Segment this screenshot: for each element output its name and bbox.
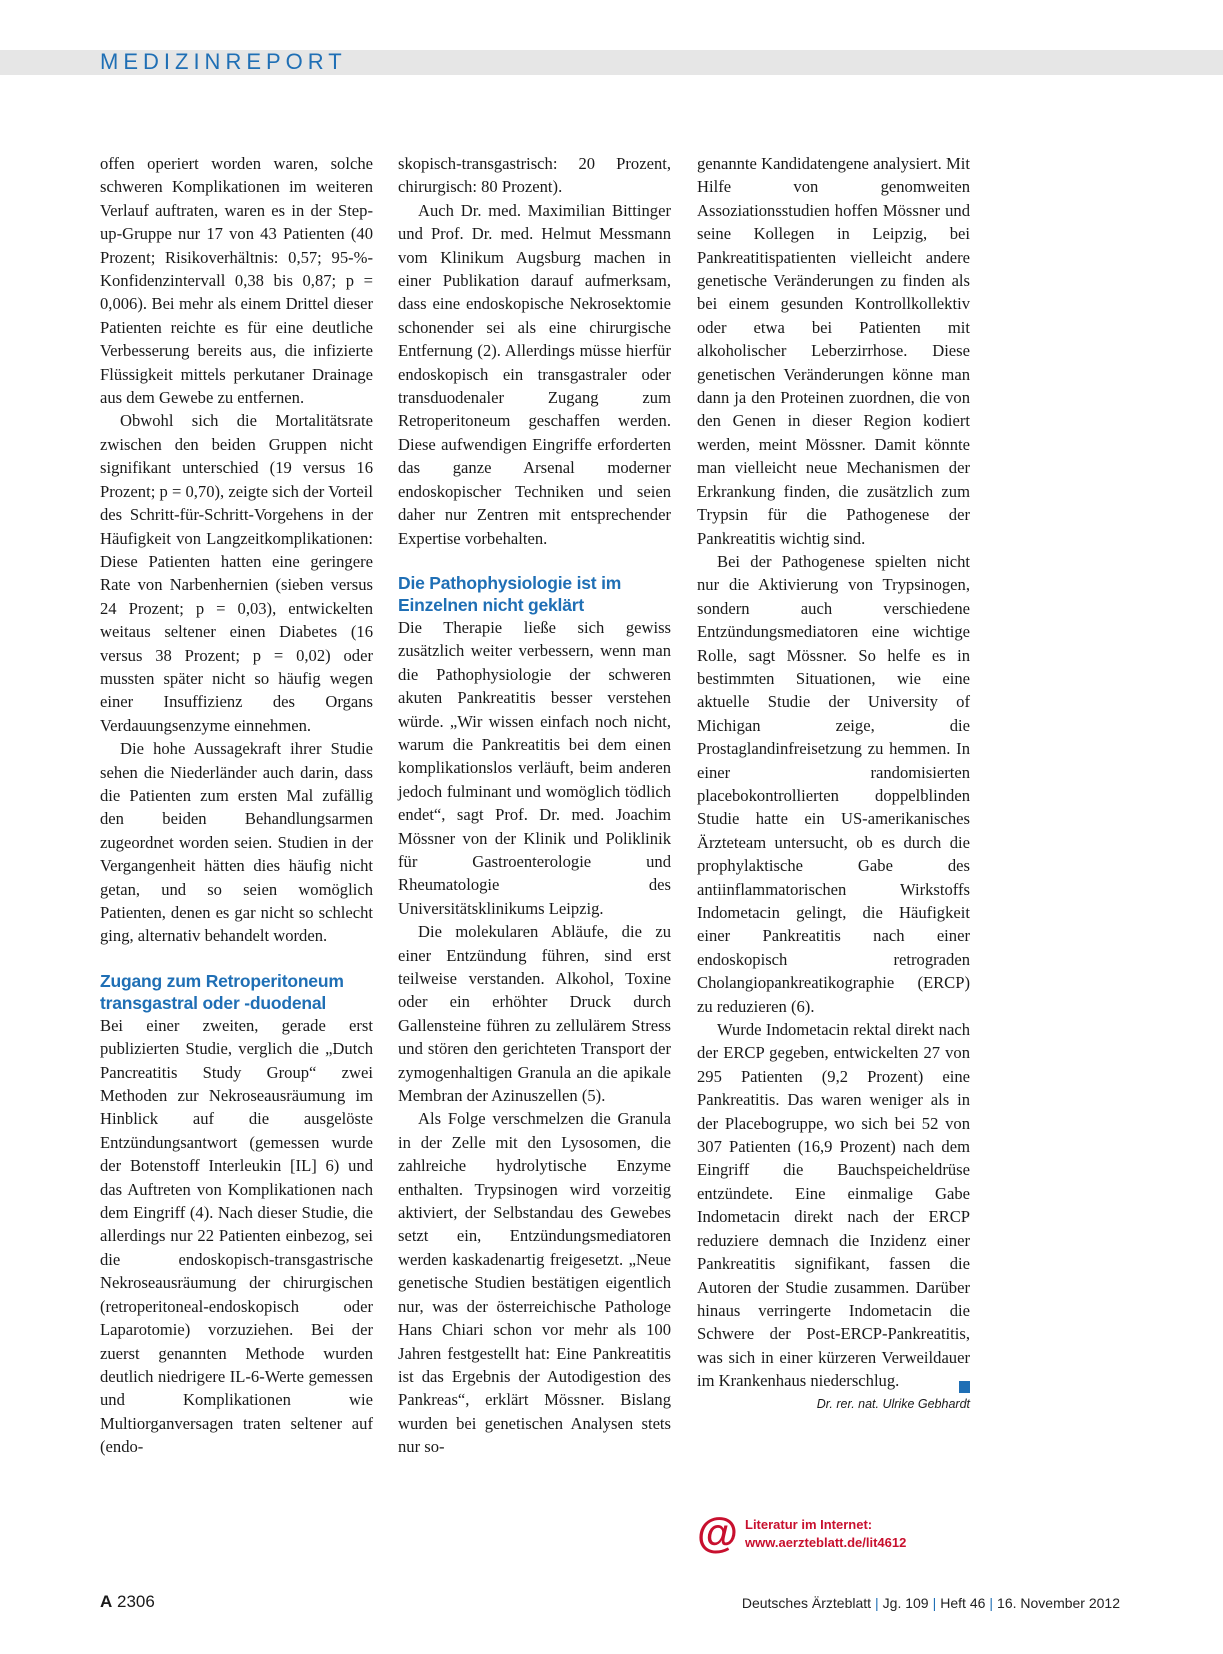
paragraph: Bei einer zweiten, gerade erst publizierten Studie, verglich die „Dutch Pancreatitis Study Group“ zwei Methoden zur Nekroseausräumung im Hinblick auf die ausgelöste Entzündungsantwort (gemessen wurde der Botenstoff Interleukin [IL] 6) und das Auftreten von Komplikationen nach dem Eingriff (4). Nach dieser Studie, die allerdings nur 22 Patienten einbezog, sei die endoskopisch-transgastrische Nekroseausräumung der chirurgischen (retroperitoneal-endoskopisch oder Laparotomie) vorzuziehen. Bei der zuerst genannten Methode wurden deutlich niedrigere IL-6-Werte gemessen und Komplikationen wie Multiorganversagen traten seltener auf (endo-: [100, 1015, 373, 1457]
paragraph: Als Folge verschmelzen die Granula in der Zelle mit den Lysosomen, die zahlreiche hydrolytische Enzyme enthalten. Trypsinogen wird vorzeitig aktiviert, der Selbstandau des Gewebes setzt ein, Entzündungsmediatoren werden kaskadenartig freigesetzt. „Neue genetische Studien bestätigen eigentlich nur, was der österreichische Pathologe Hans Chiari schon vor mehr als 100 Jahren festgestellt hat: Eine Pankreatitis ist das Ergebnis der Autodigestion des Pankreas“, erklärt Mössner. Bislang wurden bei genetischen Analysen stets nur so-: [398, 1109, 671, 1457]
author-byline: Dr. rer. nat. Ulrike Gebhardt: [816, 1396, 970, 1411]
separator: |: [875, 1595, 879, 1611]
paragraph: offen operiert worden waren, solche schweren Komplikationen im weiteren Verlauf auftraten, waren es in der Step-up-Gruppe nur 17 von 43 Patienten (40 Prozent; Risikoverhältnis: 0,57; 95-%-Konfidenzintervall 0,38 bis 0,87; p = 0,006). Bei mehr als einem Drittel dieser Patienten reichte es für eine deutliche Verbesserung bereits aus, die infizierte Flüssigkeit mittels perkutaner Drainage aus dem Gewebe zu entfernen.: [100, 154, 373, 408]
paragraph: Die Therapie ließe sich gewiss zusätzlich weiter verbessern, wenn man die Pathophysiologie der schweren akuten Pankreatitis besser verstehen würde. „Wir wissen einfach noch nicht, warum die Pankreatitis bei dem einen komplikationslos verläuft, beim anderen jedoch fulminant und womöglich tödlich endet“, sagt Prof. Dr. med. Joachim Mössner von der Klinik und Poliklinik für Gastroenterologie und Rheumatologie des Universitätsklinikums Leipzig.: [398, 617, 671, 918]
column-1: [100, 152, 373, 1459]
journal-info: [742, 1594, 1120, 1612]
end-of-article-square-icon: [959, 1381, 970, 1393]
page-number: [100, 1592, 155, 1612]
column-3: [697, 152, 970, 1413]
paragraph: Wurde Indometacin rektal direkt nach der ERCP gegeben, entwickelten 27 von 295 Patienten (9,2 Prozent) eine Pankreatitis. Das waren weniger als in der Placebogruppe, wo sich bei 52 von 307 Patienten (16,9 Prozent) nach dem Eingriff die Bauchspeicheldrüse entzündete. Eine einmalige Gabe Indometacin direkt nach der ERCP reduziere demnach die Inzidenz einer Pankreatitis signifikant, fassen die Autoren der Studie zusammen. Darüber hinaus verringerte Indometacin die Schwere der Post-ERCP-Pankreatitis, was sich in einer kürzeren Verweildauer im Krankenhaus niederschlug.: [697, 1020, 970, 1391]
page-number-value: 2306: [117, 1592, 155, 1611]
literature-text: [745, 1516, 906, 1552]
section-label: MEDIZINREPORT: [100, 49, 347, 74]
paragraph: Bei der Pathogenese spielten nicht nur die Aktivierung von Trypsinogen, sondern auch verschiedene Entzündungsmediatoren eine wichtige Rolle, sagt Mössner. So helfe es in bestimmten Situationen, wie eine aktuelle Studie der University of Michigan zeige, die Prostaglandinfreisetzung zu hemmen. In einer randomisierten placebokontrollierten doppelblinden Studie hatte ein US-amerikanisches Ärzteteam untersucht, ob es durch die prophylaktische Gabe des antiinflammatorischen Wirkstoffs Indometacin gelingt, die Häufigkeit einer Pankreatitis nach einer endoskopisch retrograden Cholangiopankreatikographie (ERCP) zu reduzieren (6).: [697, 551, 970, 1016]
paragraph: genannte Kandidatengene analysiert. Mit Hilfe von genomweiten Assoziationsstudien hoffen Mössner und seine Kollegen in Leipzig, bei Pankreatitispatienten vielleicht andere genetische Veränderungen zu finden als bei einem gesunden Kontrollkollektiv oder etwa bei Patienten mit alkoholischer Leberzirrhose. Diese genetischen Veränderungen könne man dann ja den Proteinen zuordnen, die von den Genen in dieser Region kodiert werden, meint Mössner. Damit könnte man vielleicht neue Mechanismen der Erkrankung finden, die zusätzlich zum Trypsin für die Pathogenese der Pankreatitis wichtig sind.: [697, 154, 970, 548]
separator: |: [932, 1595, 937, 1611]
subheading: Die Pathophysiologie ist im Einzelnen nicht geklärt: [398, 572, 622, 615]
page-prefix: A: [100, 1592, 113, 1611]
subheading: Zugang zum Retroperitoneum transgastral oder -duodenal: [100, 970, 344, 1013]
page-footer: [100, 1592, 1120, 1614]
paragraph: Auch Dr. med. Maximilian Bittinger und Prof. Dr. med. Helmut Messmann vom Klinikum Augsburg machen in einer Publikation darauf aufmerksam, dass eine endoskopische Nekrosektomie schonender sei als eine chirurgische Entfernung (2). Allerdings müsse hierfür endoskopisch ein transgastraler oder transduodenaler Zugang zum Retroperitoneum geschaffen werden. Diese aufwendigen Eingriffe erforderten das ganze Arsenal moderner endoskopischer Techniken und seien daher nur Zentren mit entsprechender Expertise vorbehalten.: [398, 200, 671, 548]
paragraph: Die hohe Aussagekraft ihrer Studie sehen die Niederländer auch darin, dass die Patienten zum ersten Mal zufällig den beiden Behandlungsarmen zugeordnet worden seien. Studien in der Vergangenheit hätten dies häufig nicht getan, und so seien womöglich Patienten, denen es gar nicht so schlecht ging, alternativ behandelt worden.: [100, 739, 373, 946]
at-sign-icon: @: [697, 1509, 738, 1556]
journal-volume: Jg. 109: [882, 1595, 929, 1611]
journal-name: Deutsches Ärzteblatt: [741, 1595, 872, 1611]
column-2: [398, 152, 671, 1459]
journal-issue: Heft 46: [940, 1595, 986, 1611]
literature-label: Literatur im Internet:: [745, 1517, 873, 1532]
journal-date: 16. November 2012: [997, 1595, 1120, 1611]
paragraph: Die molekularen Abläufe, die zu einer Entzündung führen, sind erst teilweise verstanden. Alkohol, Toxine oder ein erhöhter Druck durch Gallensteine führen zu zellulärem Stress und stören den gerichteten Transport der zymogenhaltigen Granula an die apikale Membran der Azinuszellen (5).: [398, 922, 671, 1106]
paragraph: skopisch-transgastrisch: 20 Prozent, chirurgisch: 80 Prozent).: [398, 154, 671, 197]
literature-box: [697, 1509, 997, 1556]
literature-link[interactable]: www.aerzteblatt.de/lit4612: [745, 1535, 907, 1550]
paragraph: Obwohl sich die Mortalitätsrate zwischen den beiden Gruppen nicht signifikant unterschied (19 versus 16 Prozent; p = 0,70), zeigte sich der Vorteil des Schritt-für-Schritt-Vorgehens in der Häufigkeit von Langzeitkomplikationen: Diese Patienten hatten eine geringere Rate von Narbenhernien (sieben versus 24 Prozent; p = 0,03), entwickelten weitaus seltener einen Diabetes (16 versus 38 Prozent; p = 0,02) oder mussten später nicht so häufig wegen einer Insuffizienz des Organs Verdauungsenzyme einnehmen.: [100, 411, 373, 735]
separator: |: [989, 1595, 994, 1611]
